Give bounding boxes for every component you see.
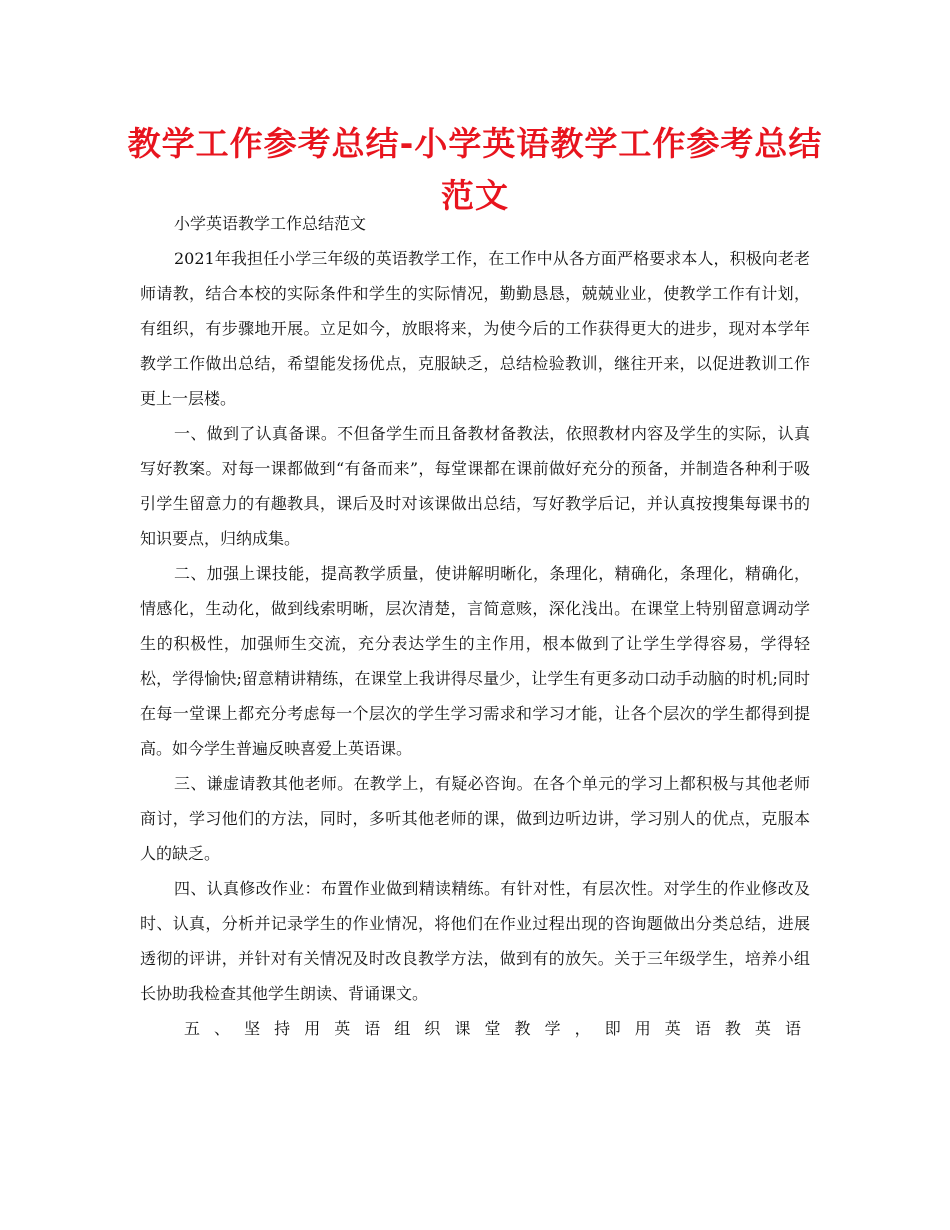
paragraph-section-2: 二、加强上课技能，提高教学质量，使讲解明晰化，条理化，精确化，条理化，精确化，情感化，生动化，做到线索明晰，层次清楚，言简意赅，深化浅出。在课堂上特别留意调动学生的积极性，加强师生交流，充分表达学生的主作用，根本做到了让学生学得容易，学得轻松，学得愉快;留意精讲精练，在课堂上我讲得尽量少，让学生有更多动口动手动脑的时机;同时在每一堂课上都充分考虑每一个层次的学生学习需求和学习才能，让各个层次的学生都得到提高。如今学生普遍反映喜爱上英语课。	[140, 564, 810, 758]
paragraph-intro: 2021年我担任小学三年级的英语教学工作，在工作中从各方面严格要求本人，积极向老老师请教，结合本校的实际条件和学生的实际情况，勤勤恳恳，兢兢业业，使教学工作有计划，有组织，有步骤地开展。立足如今，放眼将来，为使今后的工作获得更大的进步，现对本学年教学工作做出总结，希望能发扬优点，克服缺乏，总结检验教训，继往开来，以促进教训工作更上一层楼。	[140, 249, 810, 408]
document-subtitle: 小学英语教学工作总结范文	[174, 214, 367, 233]
paragraph-section-5: 五、坚持用英语组织课堂教学，即用英语教英语	[184, 1019, 810, 1038]
paragraph-section-4: 四、认真修改作业：布置作业做到精读精练。有针对性，有层次性。对学生的作业修改及时、认真，分析并记录学生的作业情况，将他们在作业过程出现的咨询题做出分类总结，进展透彻的评讲，并针对有关情况及时改良教学方法，做到有的放矢。关于三年级学生，培养小组长协助我检查其他学生朗读、背诵课文。	[140, 879, 810, 1003]
document-title: 教学工作参考总结-小学英语教学工作参考总结范文	[127, 124, 823, 215]
paragraph-section-1: 一、做到了认真备课。不但备学生而且备教材备教法，依照教材内容及学生的实际，认真写好教案。对每一课都做到“有备而来”，每堂课都在课前做好充分的预备，并制造各种利于吸引学生留意力的有趣教具，课后及时对该课做出总结，写好教学后记，并认真按搜集每课书的知识要点，归纳成集。	[140, 424, 810, 548]
document-body	[140, 207, 810, 1046]
paragraph-section-3: 三、谦虚请教其他老师。在教学上，有疑必咨询。在各个单元的学习上都积极与其他老师商讨，学习他们的方法，同时，多听其他老师的课，做到边听边讲，学习别人的优点，克服本人的缺乏。	[140, 774, 810, 863]
